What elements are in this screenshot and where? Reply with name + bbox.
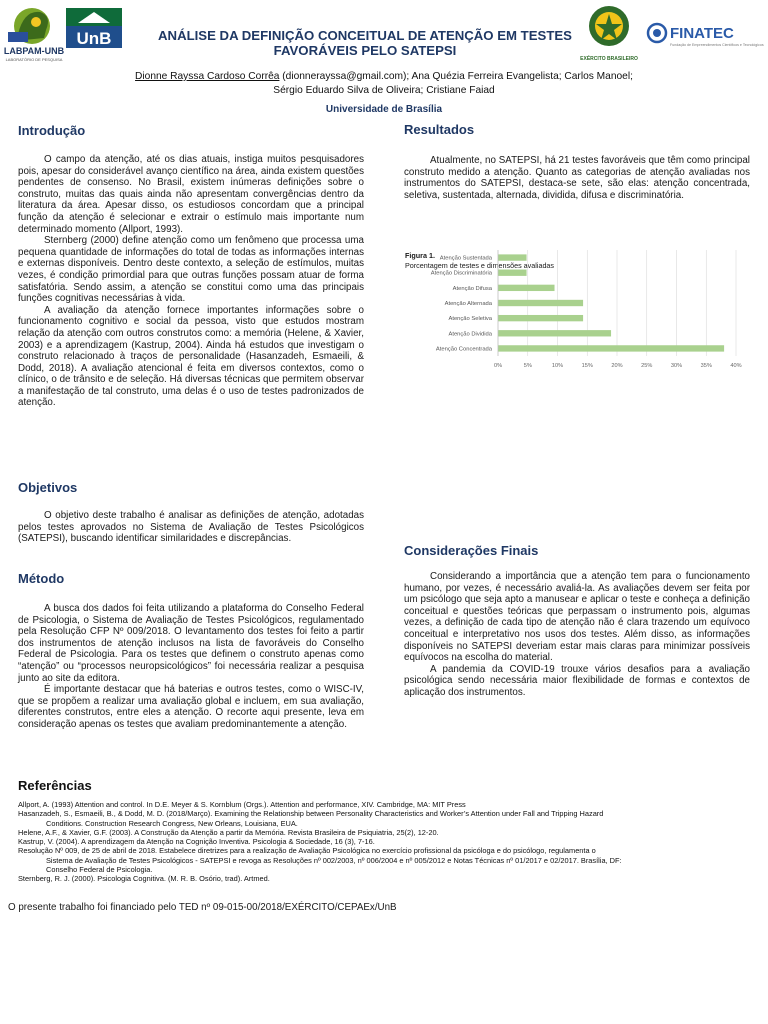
unb-logo-text: UnB xyxy=(76,29,112,48)
bar xyxy=(498,254,527,260)
x-tick-label: 15% xyxy=(581,363,593,369)
objectives-heading: Objetivos xyxy=(18,480,78,495)
affiliation: Universidade de Brasília xyxy=(325,104,443,115)
objectives-text xyxy=(18,510,364,545)
authors-line2: Sérgio Eduardo Silva de Oliveira; Cristiane Faiad xyxy=(273,84,495,96)
conclusions-text xyxy=(404,571,750,699)
first-author: Dionne Rayssa Cardoso Corrêa xyxy=(135,71,280,82)
army-logo xyxy=(580,2,638,66)
x-tick-label: 30% xyxy=(670,363,683,369)
bar xyxy=(498,345,724,351)
results-heading: Resultados xyxy=(404,122,475,137)
category-label: Atenção Alternada xyxy=(444,301,492,307)
reference-item: Allport, A. (1993) Attention and control. In D.E. Meyer & S. Kornblum (Orgs.). Attention and performance, XIV. Cambridge, MA: MIT Press xyxy=(18,800,466,809)
method-text xyxy=(18,603,364,731)
references-heading: Referências xyxy=(18,778,92,793)
results-text xyxy=(404,155,750,201)
reference-item: Sternberg, R. J. (2000). Psicologia Cognitiva. (M. R. B. Osório, trad). Artmed. xyxy=(18,874,270,884)
reference-item: Kastrup, V. (2004). A aprendizagem da Atenção na Cognição Inventiva. Psicologia & Sociedade, 16 (3), 7-16. xyxy=(18,837,375,847)
objectives-paragraph: O objetivo deste trabalho é analisar as definições de atenção, adotadas pelos testes aprovados no Sistema de Avaliação de Testes Psicológicos (SATEPSI), buscando identificar similaridades e discrepâncias. xyxy=(18,510,364,545)
intro-paragraph-2: Sternberg (2000) define atenção como um fenômeno que processa uma pequena quantidade de informações do total de todas as informações internas e externas disponíveis. Dentro deste contexto, a seleção de estímulos, muitas vezes, é condição primordial para que outras funções possam atuar de forma satisfatória. Sendo assim, a atenção se constitui como uma das principais funções cognitivas necessárias à vida. xyxy=(18,235,364,305)
labpam-logo-text: LABPAM-UNB xyxy=(3,46,65,56)
category-label: Atenção Concentrada xyxy=(435,346,492,353)
x-tick-label: 35% xyxy=(700,363,712,369)
authors-rest: (dionnerayssa@gmail.com); Ana Quézia Ferreira Evangelista; Carlos Manoel; xyxy=(279,71,633,82)
bar xyxy=(498,270,527,276)
figure-label: Figura 1. xyxy=(405,251,435,260)
method-paragraph-2: É importante destacar que há baterias e outros testes, como o WISC-IV, que se propõem a realizar uma avaliação global e incluem, em sua avaliação, diferentes construtos, entre eles a atenção. O recorte aqui presente, leva em consideração apenas os testes que avaliam predominantemente a atenção. xyxy=(18,684,364,730)
method-heading: Método xyxy=(18,571,65,586)
x-tick-label: 5% xyxy=(523,363,532,369)
conclusions-paragraph-1: Considerando a importância que a atenção tem para o funcionamento humano, por vezes, é necessário avaliá-la. As avaliações devem ser feita por um psicólogo que seja apto a manusear e aplicar o teste e conheça a definição conceitual e questões teóricas que perpassam o instrumento pois, algumas vezes, a definição de cada tipo de atenção não é clara trazendo um equívoco conceitual e interpretativo nos usos dos testes. Além disso, as informações disponíveis no SATEPSI deveriam estar mais claras para minimizar possíveis equívocos na escolha do material. xyxy=(404,571,750,664)
reference-item: Helene, A.F., & Xavier, G.F. (2003). A Construção da Atenção a partir da Memória. Revista Brasileira de Psiquiatria, 25(2), 12-20. xyxy=(18,827,439,837)
x-tick-label: 20% xyxy=(611,363,623,369)
category-label: Atenção Difusa xyxy=(452,285,492,292)
conclusions-paragraph-2: A pandemia da COVID-19 trouxe vários desafios para a avaliação psicológica sendo necessária maior flexibilidade de formas e contextos de aplicação dos instrumentos. xyxy=(404,663,750,698)
svg-text:LABORATÓRIO DE PESQUISA: LABORATÓRIO DE PESQUISA xyxy=(5,57,63,62)
labpam-logo xyxy=(4,4,64,64)
svg-text:Fundação de Empreendimentos Ci: Fundação de Empreendimentos Científicos e Tecnológicos xyxy=(670,43,764,47)
reference-item: Sistema de Avaliação de Testes Psicológicos - SATEPSI e revoga as Resoluções nº 002/2003, nº 006/2004 e nº 005/2012 e Notas Técnicas nº 01/2017 e 02/2017. Brasília, DF: xyxy=(46,855,622,865)
references-list xyxy=(18,800,753,884)
bar xyxy=(498,315,583,321)
reference-item: Conditions. Construction Research Congress, New Orleans, Louisiana, EUA. xyxy=(46,818,298,828)
bar xyxy=(498,300,583,306)
conclusions-heading: Considerações Finais xyxy=(404,543,539,558)
poster-title: ANÁLISE DA DEFINIÇÃO CONCEITUAL DE ATENÇÃO EM TESTES FAVORÁVEIS PELO SATEPSI xyxy=(158,28,572,58)
x-tick-label: 10% xyxy=(551,363,564,369)
figure-caption: Porcentagem de testes e dimensões avaliadas xyxy=(405,260,555,270)
reference-item: Conselho Federal de Psicologia. xyxy=(46,865,153,875)
intro-paragraph-3: A avaliação da atenção fornece importantes informações sobre o funcionamento cognitivo e social da pessoa, visto que estudos mostram relação da atenção com outros construtos como: a memória (Helene, & Xavier, 2003) e a aprendizagem (Kastrup, 2004). Ainda há estudos que investigam o construto relacionado à traços de personalidade (Hasanzadeh, Esmaeili, & Dodd, 2018). A avaliação atencional é feita em diversos contextos, como o clínico, o de trânsito e de seleção. Há diversas técnicas que permitem observar a manifestação de tal construto, uma delas é o uso de testes padronizados de atenção. xyxy=(18,304,364,409)
results-paragraph: Atualmente, no SATEPSI, há 21 testes favoráveis que têm como principal construto medido a atenção. Quanto as categorias de atenção avaliadas nos instrumentos do SATEPSI, destaca-se sete, são elas: atenção concentrada, seletiva, sustentada, alternada, dividida, difusa e discriminatória. xyxy=(404,155,750,201)
finatec-logo xyxy=(646,22,764,48)
category-label: Atenção Seletiva xyxy=(448,316,492,323)
x-tick-label: 25% xyxy=(641,363,653,369)
authors xyxy=(60,70,708,97)
attention-bar-chart xyxy=(404,246,750,376)
bar xyxy=(498,330,611,336)
finatec-logo-text: FINATEC xyxy=(670,25,734,42)
category-label: Atenção Sustentada xyxy=(439,255,492,262)
army-logo-text: EXÉRCITO BRASILEIRO xyxy=(580,56,638,62)
intro-heading: Introdução xyxy=(18,123,86,138)
reference-item: Hasanzadeh, S., Esmaeili, B., & Dodd, M. D. (2018/Março). Examining the Relationship between Personality Characteristics and Worker’s Attention under Fall and Tripping Hazard xyxy=(18,809,604,819)
method-paragraph-1: A busca dos dados foi feita utilizando a plataforma do Conselho Federal de Psicologia, o Sistema de Avaliação de Testes Psicológicos, regulamentado pela Resolução CFP Nº 009/2018. O levantamento dos testes foi feito a partir dos instrumentos de atenção inclusos na lista de favoráveis do Conselho Federal de Psicologia. Para os testes que definem o construto apenas como “atenção” ou “processos neuropsicológicos” foi necessária realizar a pesquisa junto ao site da editora. xyxy=(18,603,364,684)
intro-paragraph-1: O campo da atenção, até os dias atuais, instiga muitos pesquisadores pois, apesar do considerável avanço científico na área, ainda existem questões pendentes de consenso. No Brasil, existem inúmeras definições sobre o construto, muitas das quais ainda não apresentam convergências dentro da literatura da área. Apesar disso, os estudiosos concordam que a principal função da atenção é selecionar e extrair o estímulo mais importante num determinado momento (Allport, 1993). xyxy=(18,154,364,235)
reference-item: Resolução Nº 009, de 25 de abril de 2018. Estabelece diretrizes para a realização de Avaliação Psicológica no exercício profissional da psicóloga e do psicólogo, regulamenta o xyxy=(18,846,596,856)
unb-logo xyxy=(66,8,122,48)
intro-text xyxy=(18,154,364,409)
category-label: Atenção Discriminatória xyxy=(430,270,492,277)
funding-note: O presente trabalho foi financiado pelo TED nº 09-015-00/2018/EXÉRCITO/CEPAEx/UnB xyxy=(8,902,397,913)
x-tick-label: 0% xyxy=(493,363,503,369)
category-label: Atenção Dividida xyxy=(448,331,492,338)
bar xyxy=(498,285,555,291)
x-tick-label: 40% xyxy=(730,363,742,369)
